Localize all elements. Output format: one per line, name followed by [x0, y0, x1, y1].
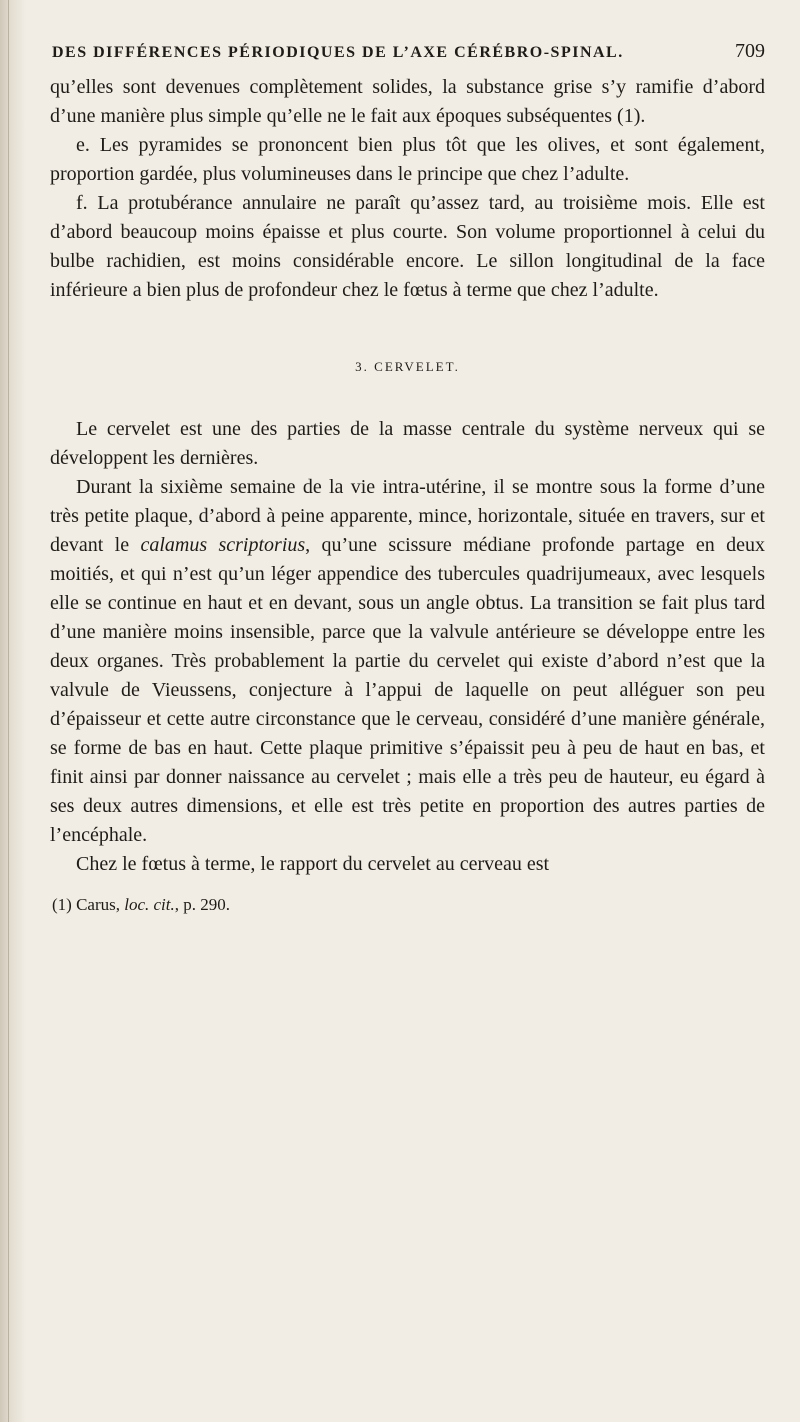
footnote-start: (1) Carus,	[52, 895, 120, 914]
calamus-scriptorius-term: calamus scriptorius	[140, 534, 306, 556]
footnote	[50, 893, 765, 917]
running-head	[50, 40, 765, 63]
paragraph-text-start: Durant la sixième semaine de la vie intra-utérine, il se montre sous la forme d’une très petite plaque, d’abord à peine apparente, mince, horizontale, située en travers, sur et devant le	[50, 476, 765, 556]
section-heading-cervelet: 3. CERVELET.	[355, 359, 460, 374]
running-head-title: DES DIFFÉRENCES PÉRIODIQUES DE L’AXE CÉRÉBRO-SPINAL.	[52, 44, 624, 61]
paragraph-protuberance: f. La protubérance annulaire ne paraît qu’assez tard, au troisième mois. Elle est d’abord beaucoup moins épaisse et plus courte. Son volume proportionnel à celui du bulbe rachidien, est moins considérable encore. Le sillon longitudinal de la face inférieure a bien plus de profondeur chez le fœtus à terme que chez l’adulte.	[50, 192, 765, 301]
footnote-end: , p. 290.	[174, 895, 230, 914]
footnote-italic: loc. cit.	[124, 895, 175, 914]
paragraph-cervelet-intro: Le cervelet est une des parties de la masse centrale du système nerveux qui se développent les dernières.	[50, 418, 765, 469]
paragraph-foetus-a-terme: Chez le fœtus à terme, le rapport du cervelet au cerveau est	[76, 853, 550, 875]
page-number: 709	[735, 40, 765, 62]
paragraph-text-end: , qu’une scissure médiane profonde partage en deux moitiés, et qui n’est qu’un léger appendice des tubercules quadrijumeaux, avec lesquels elle se continue en haut et en devant, sous un angle obtus. La transition se fait plus tard d’une manière moins insensible, parce que la valvule antérieure se développe entre les deux organes. Très probablement la partie du cervelet qui existe d’abord n’est que la valvule de Vieussens, conjecture à l’appui de laquelle on peut alléguer son peu d’épaisseur et cette autre circonstance que le cerveau, considéré d’une manière générale, se forme de bas en haut. Cette plaque primitive s’épaissit peu à peu de haut en bas, et finit ainsi par donner naissance au cervelet ; mais elle a très peu de hauteur, eu égard à ses deux autres dimensions, et elle est très petite en proportion des autres parties de l’encéphale.	[50, 534, 766, 846]
paragraph-pyramides: e. Les pyramides se prononcent bien plus tôt que les olives, et sont également, proportion gardée, plus volumineuses dans le principe que chez l’adulte.	[50, 134, 765, 185]
paragraph-continuation: qu’elles sont devenues complètement solides, la substance grise s’y ramifie d’abord d’une manière plus simple qu’elle ne le fait aux époques subséquentes (1).	[50, 76, 765, 127]
paragraph-sixieme-semaine	[50, 473, 765, 850]
book-page	[50, 40, 765, 917]
page-binding-edge	[0, 0, 26, 1422]
binding-fold-line	[8, 0, 9, 1422]
